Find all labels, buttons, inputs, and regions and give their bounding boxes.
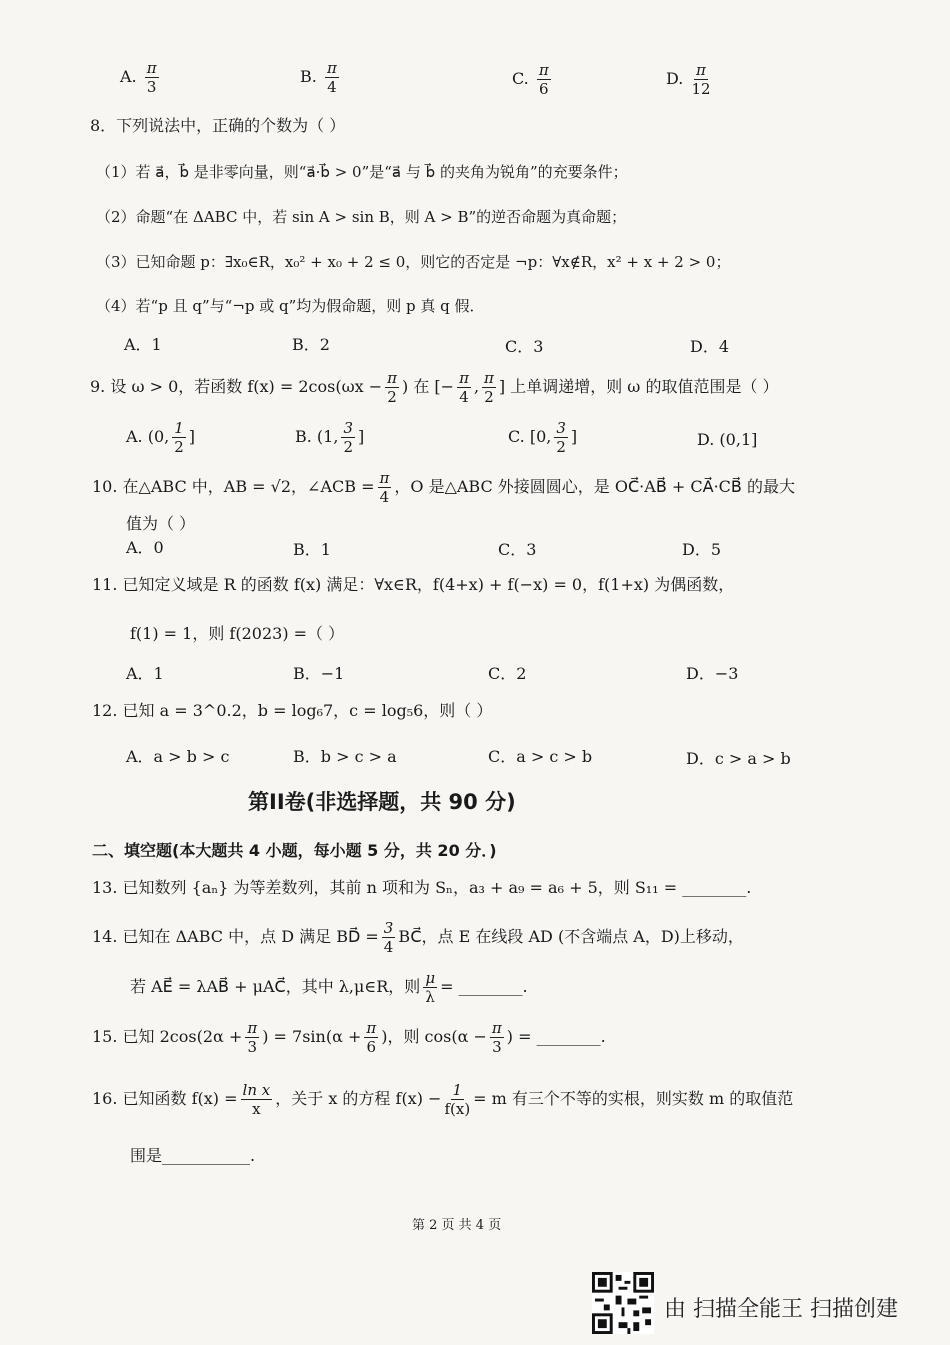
- q8-item-4: （4）若“p 且 q”与“¬p 或 q”均为假命题，则 p 真 q 假．: [96, 297, 485, 315]
- section-title: 第II卷(非选择题，共 90 分): [248, 790, 516, 814]
- q15-stem: 15. 已知 2cos(2α + $\frac{\pi}{3}$ ) = 7sin(α + $\frac{\pi}{6}$ )，则 cos(α − $\frac{\pi}{3}$ ) = ________.: [92, 1019, 606, 1056]
- q8-item-2: （2）命题“在 ΔABC 中，若 sin A > sin B，则 A > B”的逆否命题为真命题；: [96, 208, 627, 226]
- q8-option-b: B．2: [292, 335, 330, 354]
- q10-option-c: C．3: [498, 540, 537, 559]
- q16-stem: 16. 已知函数 f(x) = $\frac{\text{ln x}}{x}$ ，关于 x 的方程 f(x) − $\frac{1}{f(x)}$ = m 有三个不等的实根，则实数 m 的取值范: [92, 1081, 794, 1118]
- fraction: $\frac{\pi}{3}$: [146, 59, 157, 96]
- q10-option-b: B．1: [293, 540, 331, 559]
- q11-option-b: B．−1: [293, 664, 345, 683]
- section-subtitle: 二、填空题(本大题共 4 小题，每小题 5 分，共 20 分．): [92, 841, 497, 860]
- q11-stem: 11. 已知定义域是 R 的函数 f(x) 满足：∀x∈R，f(4+x) + f(−x) = 0，f(1+x) 为偶函数，: [92, 575, 735, 594]
- page-footer: 第 2 页 共 4 页: [412, 1218, 502, 1233]
- q12-option-c: C．a > c > b: [488, 747, 593, 766]
- q11-option-a: A．1: [126, 664, 164, 683]
- fraction: $\frac{\pi}{4}$: [326, 59, 337, 96]
- q10-option-d: D．5: [682, 540, 722, 559]
- q11-stem-line2: f(1) = 1，则 f(2023) =（ ）: [130, 624, 345, 643]
- q8-stem: 8．下列说法中，正确的个数为（ ）: [90, 116, 346, 135]
- q14-stem: 14. 已知在 ΔABC 中，点 D 满足 BD⃗ = $\frac{3}{4}$ BC⃗，点 E 在线段 AD (不含端点 A，D)上移动，: [92, 919, 744, 956]
- q12-stem: 12. 已知 a = 3^0.2，b = log₆7，c = log₅6，则（ ）: [92, 701, 493, 720]
- q12-option-d: D．c > a > b: [686, 749, 791, 768]
- q7-option-a: A. $\frac{\pi}{3}$: [120, 59, 157, 96]
- q11-option-c: C．2: [488, 664, 527, 683]
- scanner-watermark: 由 扫描全能王 扫描创建: [664, 1297, 898, 1322]
- q9-stem: 9. 设 ω > 0，若函数 f(x) = 2cos(ωx − $\frac{\pi}{2}$ ) 在 [− $\frac{\pi}{4}$ , $\frac{\pi}{2}$ ] 上单调递增，则 ω 的取值范围是（ ）: [90, 369, 779, 406]
- q10-option-a: A．0: [126, 538, 164, 557]
- q10-stem-line2: 值为（ ）: [126, 514, 196, 533]
- q8-option-c: C．3: [505, 337, 544, 356]
- q13-stem: 13. 已知数列 {aₙ} 为等差数列，其前 n 项和为 Sₙ，a₃ + a₉ = a₆ + 5，则 S₁₁ = ________.: [92, 878, 752, 897]
- q9-option-d: D. (0,1]: [697, 430, 758, 449]
- q8-option-d: D．4: [690, 337, 730, 356]
- q7-option-b: B. $\frac{\pi}{4}$: [300, 59, 337, 96]
- q9-option-a: A. (0, $\frac{1}{2}$ ]: [126, 419, 196, 456]
- q9-option-c: C. [0, $\frac{3}{2}$ ]: [508, 419, 578, 456]
- q12-option-a: A．a > b > c: [126, 747, 230, 766]
- q9-option-b: B. (1, $\frac{3}{2}$ ]: [295, 419, 365, 456]
- fraction: $\frac{\pi}{12}$: [691, 61, 711, 98]
- q8-item-1: （1）若 a⃗，b⃗ 是非零向量，则“a⃗·b⃗ > 0”是“a⃗ 与 b⃗ 的夹角为锐角”的充要条件；: [96, 163, 628, 181]
- q14-stem-line2: 若 AE⃗ = λAB⃗ + μAC⃗，其中 λ,μ∈R，则 $\frac{\mu}{\lambda}$ = ________.: [130, 969, 528, 1006]
- qr-code-icon: [592, 1272, 654, 1338]
- fraction: $\frac{\pi}{6}$: [538, 61, 549, 98]
- q10-stem: 10. 在△ABC 中，AB = √2，∠ACB = $\frac{\pi}{4}$ ，O 是△ABC 外接圆圆心，是 OC⃗·AB⃗ + CA⃗·CB⃗ 的最大: [92, 469, 795, 506]
- q16-stem-line2: 围是___________.: [130, 1146, 256, 1165]
- q7-option-c: C. $\frac{\pi}{6}$: [512, 61, 549, 98]
- q7-option-d: D. $\frac{\pi}{12}$: [666, 61, 711, 98]
- q8-option-a: A．1: [124, 335, 162, 354]
- q11-option-d: D．−3: [686, 664, 739, 683]
- q8-item-3: （3）已知命题 p：∃x₀∈R，x₀² + x₀ + 2 ≤ 0，则它的否定是 ¬p：∀x∉R，x² + x + 2 > 0；: [96, 253, 731, 271]
- q12-option-b: B．b > c > a: [293, 747, 397, 766]
